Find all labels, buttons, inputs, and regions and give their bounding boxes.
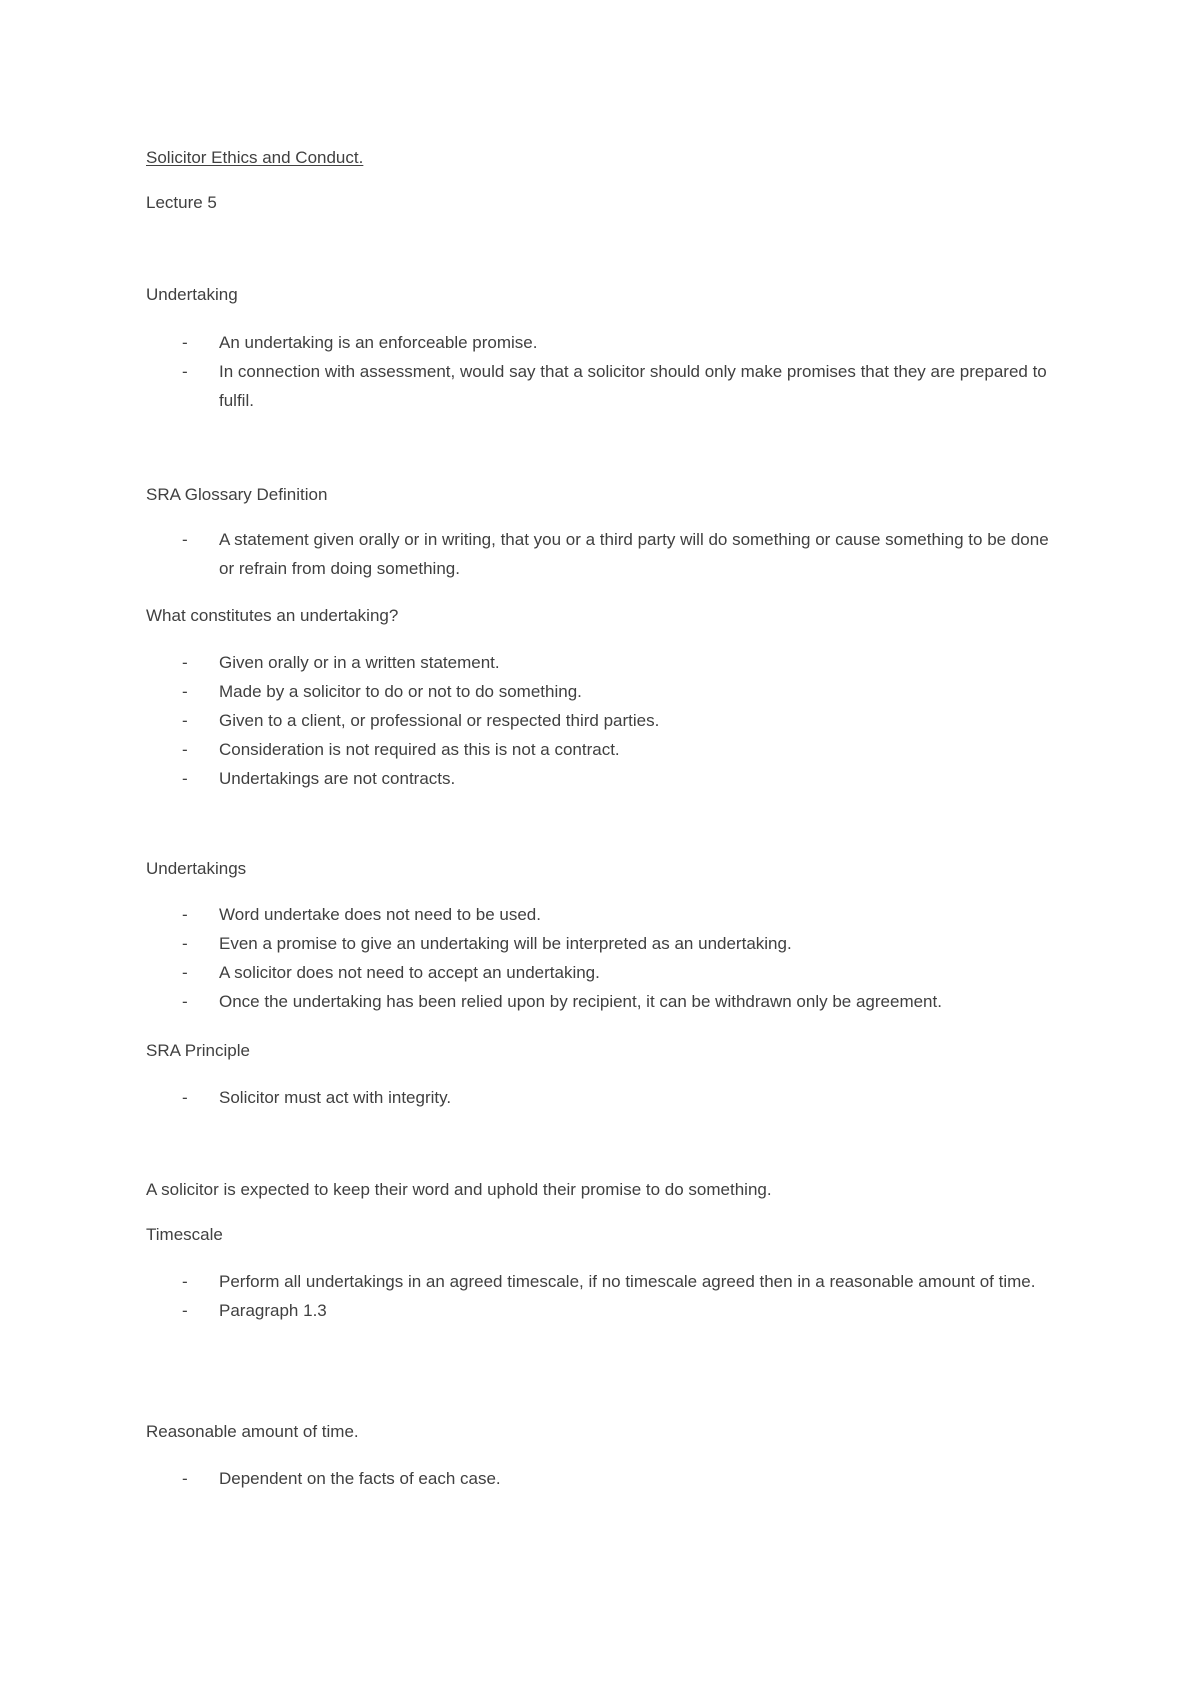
dash-bullet: -: [182, 333, 188, 352]
list-reasonable: [146, 1464, 1056, 1493]
list-item: - Paragraph 1.3: [146, 1296, 1056, 1325]
list-item: - Perform all undertakings in an agreed timescale, if no timescale agreed then in a reasonable amount of time.: [146, 1267, 1056, 1296]
list-undertakings: [146, 900, 1056, 1016]
dash-bullet: -: [182, 362, 188, 381]
dash-bullet: -: [182, 740, 188, 759]
list-undertaking: [146, 328, 1056, 415]
heading-glossary: SRA Glossary Definition: [146, 485, 328, 504]
list-item: - Dependent on the facts of each case.: [146, 1464, 1056, 1493]
list-item: - Solicitor must act with integrity.: [146, 1083, 1056, 1112]
expectation-paragraph: A solicitor is expected to keep their word and uphold their promise to do something.: [146, 1180, 772, 1199]
heading-reasonable: Reasonable amount of time.: [146, 1422, 359, 1441]
list-item: - Once the undertaking has been relied upon by recipient, it can be withdrawn only be agreement.: [146, 987, 1056, 1016]
dash-bullet: -: [182, 711, 188, 730]
list-constitutes: [146, 648, 1056, 793]
list-item: - Made by a solicitor to do or not to do something.: [146, 677, 1056, 706]
list-timescale: [146, 1267, 1056, 1325]
list-item: - An undertaking is an enforceable promise.: [146, 328, 1056, 357]
list-item: - Given orally or in a written statement.: [146, 648, 1056, 677]
dash-bullet: -: [182, 905, 188, 924]
list-item: - Even a promise to give an undertaking will be interpreted as an undertaking.: [146, 929, 1056, 958]
heading-undertaking: Undertaking: [146, 285, 238, 304]
list-item: - A solicitor does not need to accept an undertaking.: [146, 958, 1056, 987]
list-item: - Undertakings are not contracts.: [146, 764, 1056, 793]
dash-bullet: -: [182, 1469, 188, 1488]
dash-bullet: -: [182, 653, 188, 672]
heading-undertakings: Undertakings: [146, 859, 247, 878]
dash-bullet: -: [182, 530, 188, 549]
dash-bullet: -: [182, 1088, 188, 1107]
list-item: - Given to a client, or professional or respected third parties.: [146, 706, 1056, 735]
dash-bullet: -: [182, 934, 188, 953]
list-glossary: [146, 525, 1056, 583]
dash-bullet: -: [182, 769, 188, 788]
lecture-label: Lecture 5: [146, 193, 217, 212]
dash-bullet: -: [182, 963, 188, 982]
list-principle: [146, 1083, 1056, 1112]
dash-bullet: -: [182, 1301, 188, 1320]
list-item: - Word undertake does not need to be used.: [146, 900, 1056, 929]
dash-bullet: -: [182, 992, 188, 1011]
list-item: - Consideration is not required as this is not a contract.: [146, 735, 1056, 764]
heading-constitutes: What constitutes an undertaking?: [146, 606, 399, 625]
heading-timescale: Timescale: [146, 1225, 223, 1244]
dash-bullet: -: [182, 682, 188, 701]
heading-principle: SRA Principle: [146, 1041, 250, 1060]
list-item: - A statement given orally or in writing, that you or a third party will do something or cause something to be done or refrain from doing something.: [146, 525, 1056, 583]
dash-bullet: -: [182, 1272, 188, 1291]
document-title: Solicitor Ethics and Conduct.: [146, 148, 364, 167]
list-item: - In connection with assessment, would say that a solicitor should only make promises that they are prepared to fulfil.: [146, 357, 1056, 415]
